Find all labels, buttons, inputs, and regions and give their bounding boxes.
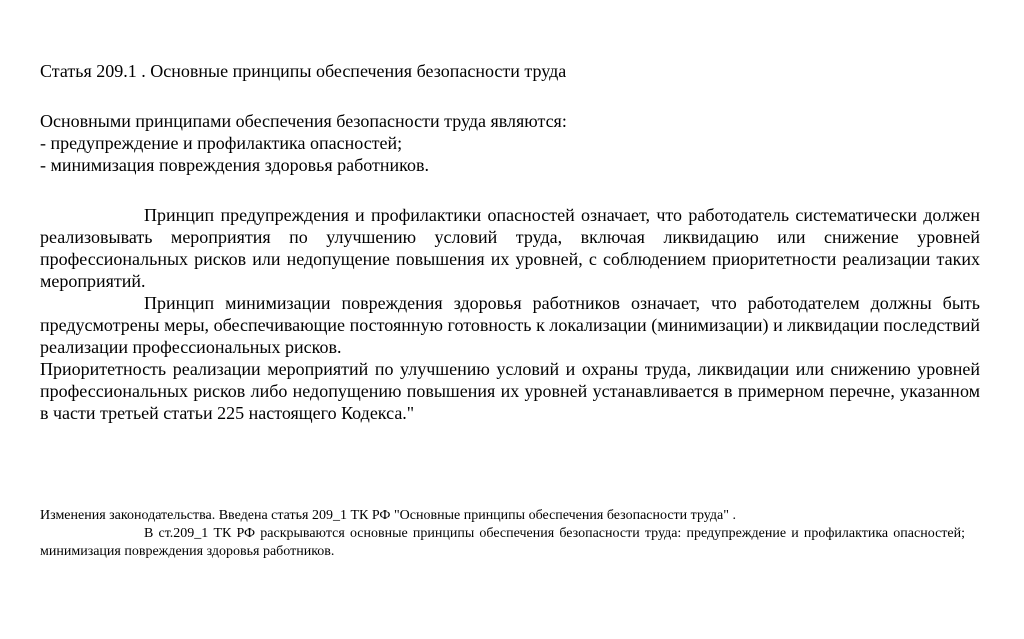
summary-note: В ст.209_1 ТК РФ раскрываются основные принципы обеспечения безопасности труда: предупреждение и профилактика опасностей; минимизация повреждения здоровья работников. [40,526,965,559]
paragraph-minimization: Принцип минимизации повреждения здоровья работников означает, что работодателем должны быть предусмотрены меры, обеспечивающие постоянную готовность к локализации (минимизации) и ликвидации последствий реализации профессиональных рисков. [40,293,980,357]
article-title: Статья 209.1 . Основные принципы обеспечения безопасности труда [40,61,567,81]
paragraph-prevention: Принцип предупреждения и профилактики опасностей означает, что работодатель систематически должен реализовывать мероприятия по улучшению условий труда, включая ликвидацию или снижение уровней профессиональных рисков или недопущение повышения их уровней, с соблюдением приоритетности реализации таких мероприятий. [40,205,980,291]
article-body [40,204,980,424]
intro-sentence: Основными принципами обеспечения безопасности труда являются: [40,111,567,131]
list-item: - минимизация повреждения здоровья работников. [40,155,430,175]
list-item: - предупреждение и профилактика опасностей; [40,133,403,153]
paragraph-priority: Приоритетность реализации мероприятий по улучшению условий и охраны труда, ликвидации или снижению уровней профессиональных рисков либо недопущению повышения их уровней устанавливается в примерном перечне, указанном в части третьей статьи 225 настоящего Кодекса." [40,359,980,423]
principles-intro [40,110,567,176]
legislation-notes [40,507,965,561]
changes-note: Изменения законодательства. Введена статья 209_1 ТК РФ "Основные принципы обеспечения безопасности труда" . [40,508,736,523]
